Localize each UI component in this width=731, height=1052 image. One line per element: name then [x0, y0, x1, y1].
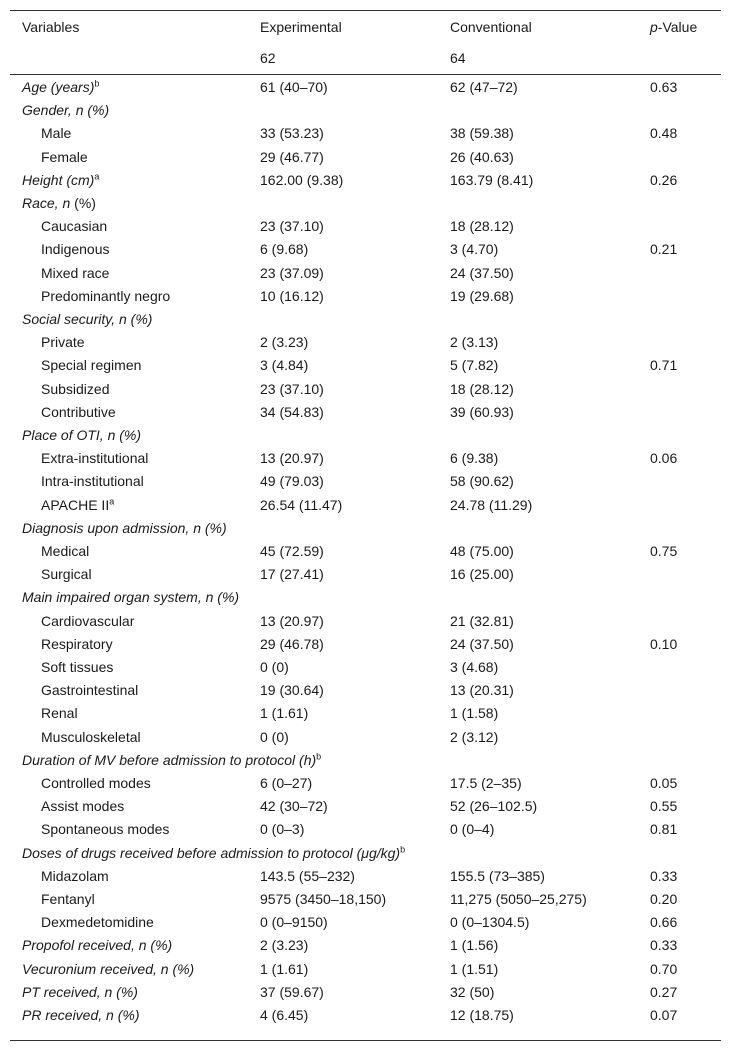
- conventional-value: 17.5 (2–35): [450, 775, 522, 791]
- experimental-value: 2 (3.23): [260, 334, 309, 351]
- experimental-value: 0 (0–3): [260, 821, 305, 838]
- experimental-value: 42 (30–72): [260, 798, 328, 815]
- table-row: [0, 238, 731, 261]
- table-row: [0, 795, 731, 818]
- p-value: 0.33: [650, 937, 678, 954]
- row-label: Contributive: [41, 403, 116, 420]
- table-row: [0, 772, 731, 795]
- table-row: [0, 540, 731, 563]
- row-label: Subsidized: [41, 380, 110, 397]
- conventional-value: 39 (60.93): [450, 403, 514, 420]
- p-value: 0.48: [650, 125, 678, 142]
- row-label: Controlled modes: [41, 775, 151, 791]
- table-row: [0, 262, 731, 285]
- conventional-value: 11,275 (5050–25,275): [450, 891, 587, 907]
- conventional-value: 18 (28.12): [450, 218, 514, 235]
- row-label: Intra-institutional: [41, 473, 144, 490]
- table-row: [0, 354, 731, 377]
- conventional-value: 24.78 (11.29): [450, 496, 533, 513]
- p-value: 0.21: [650, 241, 678, 258]
- table-row: [0, 470, 731, 493]
- experimental-value: 29 (46.77): [260, 148, 324, 165]
- row-label: Indigenous: [41, 241, 110, 258]
- table-row: [0, 331, 731, 354]
- table-row: [0, 146, 731, 169]
- table-row: [0, 842, 731, 865]
- conventional-value: 3 (4.70): [450, 241, 499, 258]
- experimental-value: 0 (0): [260, 659, 289, 675]
- table-row: [0, 818, 731, 841]
- table-row: [0, 981, 731, 1004]
- table-row: [0, 517, 731, 540]
- p-value: 0.27: [650, 983, 678, 1000]
- table-row: [0, 586, 731, 609]
- experimental-value: 6 (0–27): [260, 775, 313, 791]
- table-row: [0, 215, 731, 238]
- row-label: Height (cm)$^a$: [22, 171, 100, 188]
- experimental-value: 9575 (3450–18,150): [260, 891, 387, 907]
- header-pvalue-italic: p: [650, 19, 658, 35]
- header-row: [0, 16, 731, 39]
- p-value: 0.75: [650, 543, 678, 559]
- experimental-value: 29 (46.78): [260, 635, 324, 652]
- conventional-value: 5 (7.82): [450, 357, 499, 374]
- table-top-rule: [10, 10, 721, 11]
- conventional-value: 2 (3.13): [450, 334, 499, 351]
- conventional-value: 12 (18.75): [450, 1007, 514, 1023]
- row-label: Propofol received, n (%): [22, 937, 173, 954]
- p-value: 0.70: [650, 960, 678, 977]
- p-value: 0.71: [650, 357, 678, 374]
- conventional-value: 3 (4.68): [450, 659, 499, 675]
- row-label: Special regimen: [41, 357, 142, 374]
- table-row: [0, 285, 731, 308]
- experimental-value: 45 (72.59): [260, 543, 324, 559]
- row-label: Doses of drugs received before admission to protocol $(\mu g/kg)^b$: [22, 843, 406, 861]
- table-row: [0, 865, 731, 888]
- conventional-value: 0 (0–4): [450, 821, 495, 838]
- table-row: [0, 99, 731, 122]
- row-label: Mixed race: [41, 264, 110, 281]
- conventional-value: 1 (1.51): [450, 960, 499, 977]
- footnote-marker: a: [109, 495, 115, 506]
- row-label: Social security, n (%): [22, 311, 153, 327]
- conventional-value: 1 (1.56): [450, 937, 499, 954]
- conventional-value: 13 (20.31): [450, 682, 514, 699]
- p-value: 0.05: [650, 775, 678, 791]
- row-label: Fentanyl: [41, 891, 95, 907]
- row-label: Renal: [41, 705, 78, 722]
- row-label: Assist modes: [41, 798, 125, 815]
- conventional-value: 6 (9.38): [450, 450, 499, 467]
- p-value: 0.07: [650, 1007, 678, 1023]
- header-pvalue: [650, 16, 697, 39]
- row-label: Cardiovascular: [41, 612, 135, 629]
- conventional-value: 24 (37.50): [450, 264, 514, 281]
- conventional-value: 155.5 (73–385): [450, 867, 545, 884]
- row-label: Extra-institutional: [41, 450, 149, 467]
- row-label: Respiratory: [41, 635, 113, 652]
- experimental-value: 6 (9.68): [260, 241, 309, 258]
- row-label: Diagnosis upon admission, n (%): [22, 519, 227, 536]
- row-label: Predominantly negro: [41, 287, 171, 304]
- header-conventional: Conventional: [450, 19, 532, 35]
- row-label: Male: [41, 125, 72, 142]
- experimental-value: 143.5 (55–232): [260, 867, 355, 884]
- experimental-value: 33 (53.23): [260, 125, 324, 142]
- experimental-value: 3 (4.84): [260, 357, 309, 374]
- table-row: [0, 401, 731, 424]
- header-variables: Variables: [22, 19, 80, 35]
- table-row: [0, 679, 731, 702]
- table-row: [0, 122, 731, 145]
- header-pvalue-rest: -Value: [657, 19, 698, 35]
- conventional-value: 1 (1.58): [450, 705, 499, 722]
- experimental-value: 37 (59.67): [260, 983, 324, 1000]
- p-value: 0.66: [650, 914, 678, 931]
- conventional-value: 26 (40.63): [450, 148, 514, 165]
- experimental-value: 23 (37.10): [260, 380, 324, 397]
- conventional-value: 21 (32.81): [450, 612, 514, 629]
- conventional-value: 24 (37.50): [450, 635, 514, 652]
- p-value: 0.26: [650, 171, 678, 188]
- row-label: Race, n (%): [22, 195, 96, 211]
- table-row: [0, 494, 731, 517]
- table-row: [0, 726, 731, 749]
- experimental-value: 1 (1.61): [260, 960, 309, 977]
- p-value: 0.33: [650, 867, 678, 884]
- conventional-value: 58 (90.62): [450, 473, 514, 490]
- conventional-value: 52 (26–102.5): [450, 798, 538, 815]
- table-row: [0, 656, 731, 679]
- row-label: Gender, n (%): [22, 102, 110, 119]
- row-label: Duration of MV before admission to protocol $(h)^b$: [22, 751, 322, 768]
- experimental-value: 13 (20.97): [260, 612, 324, 629]
- table-row: [0, 378, 731, 401]
- footnote-marker: a: [94, 171, 100, 182]
- header-experimental: Experimental: [260, 19, 342, 35]
- row-label: PT received, n (%): [22, 983, 138, 1000]
- row-label: Vecuronium received, n (%): [22, 960, 195, 977]
- experimental-value: 13 (20.97): [260, 450, 324, 467]
- experimental-value: 10 (16.12): [260, 287, 324, 304]
- experimental-value: 2 (3.23): [260, 937, 309, 954]
- experimental-value: 23 (37.10): [260, 218, 324, 235]
- table-row: [0, 76, 731, 99]
- row-label: Age (years)$^b$: [22, 78, 100, 95]
- conventional-value: 19 (29.68): [450, 287, 514, 304]
- table-row: [0, 633, 731, 656]
- row-label: Dexmedetomidine: [41, 914, 154, 931]
- row-label: Caucasian: [41, 218, 108, 235]
- p-value: 0.10: [650, 635, 678, 652]
- table-row: [0, 749, 731, 772]
- p-value: 0.20: [650, 891, 678, 907]
- experimental-value: 49 (79.03): [260, 473, 324, 490]
- conventional-value: 48 (75.00): [450, 543, 514, 559]
- experimental-value: 61 (40–70): [260, 79, 328, 95]
- row-label: Private: [41, 334, 85, 351]
- experimental-value: 19 (30.64): [260, 682, 324, 699]
- conventional-value: 32 (50): [450, 983, 495, 1000]
- p-value: 0.63: [650, 79, 678, 95]
- row-label: APACHE $II^a$: [41, 495, 115, 513]
- experimental-value: 34 (54.83): [260, 403, 324, 420]
- experimental-value: 1 (1.61): [260, 705, 309, 722]
- experimental-value: 162.00 (9.38): [260, 171, 344, 188]
- row-label: Place of OTI, n (%): [22, 427, 142, 443]
- header-n-experimental: 62: [260, 50, 276, 66]
- table-row: [0, 308, 731, 331]
- conventional-value: 18 (28.12): [450, 380, 514, 397]
- p-value: 0.55: [650, 798, 678, 815]
- table-row: [0, 934, 731, 957]
- row-label: PR received, n (%): [22, 1007, 140, 1023]
- header-n-row: [0, 47, 731, 70]
- conventional-value: 163.79 (8.41): [450, 171, 534, 188]
- table-row: [0, 958, 731, 981]
- row-label: Musculoskeletal: [41, 728, 141, 745]
- experimental-value: 0 (0–9150): [260, 914, 328, 931]
- footnote-marker: b: [400, 843, 406, 854]
- row-label: Surgical: [41, 566, 92, 583]
- row-label: Soft tissues: [41, 659, 114, 675]
- row-label: Medical: [41, 543, 90, 559]
- conventional-value: 0 (0–1304.5): [450, 914, 530, 931]
- experimental-value: 26.54 (11.47): [260, 496, 343, 513]
- table-row: [0, 447, 731, 470]
- p-value: 0.06: [650, 450, 678, 467]
- row-label: Spontaneous modes: [41, 821, 170, 838]
- experimental-value: 17 (27.41): [260, 566, 324, 583]
- conventional-value: 62 (47–72): [450, 79, 518, 95]
- row-label: Midazolam: [41, 867, 109, 884]
- header-bottom-rule: [10, 74, 721, 75]
- table-row: [0, 563, 731, 586]
- row-label: Gastrointestinal: [41, 682, 139, 699]
- footnote-marker: b: [94, 78, 100, 89]
- table-row: [0, 424, 731, 447]
- header-n-conventional: 64: [450, 50, 466, 66]
- experimental-value: 23 (37.09): [260, 264, 324, 281]
- conventional-value: 2 (3.12): [450, 728, 499, 745]
- table-row: [0, 192, 731, 215]
- experimental-value: 0 (0): [260, 728, 289, 745]
- table-row: [0, 1004, 731, 1027]
- conventional-value: 38 (59.38): [450, 125, 514, 142]
- table-row: [0, 610, 731, 633]
- conventional-value: 16 (25.00): [450, 566, 514, 583]
- table-row: [0, 911, 731, 934]
- p-value: 0.81: [650, 821, 678, 838]
- footnote-marker: b: [316, 751, 322, 762]
- experimental-value: 4 (6.45): [260, 1007, 309, 1023]
- table-row: [0, 888, 731, 911]
- row-label: Main impaired organ system, n (%): [22, 589, 240, 606]
- table-bottom-rule: [10, 1040, 721, 1041]
- table-row: [0, 169, 731, 192]
- table-row: [0, 702, 731, 725]
- row-label: Female: [41, 148, 88, 165]
